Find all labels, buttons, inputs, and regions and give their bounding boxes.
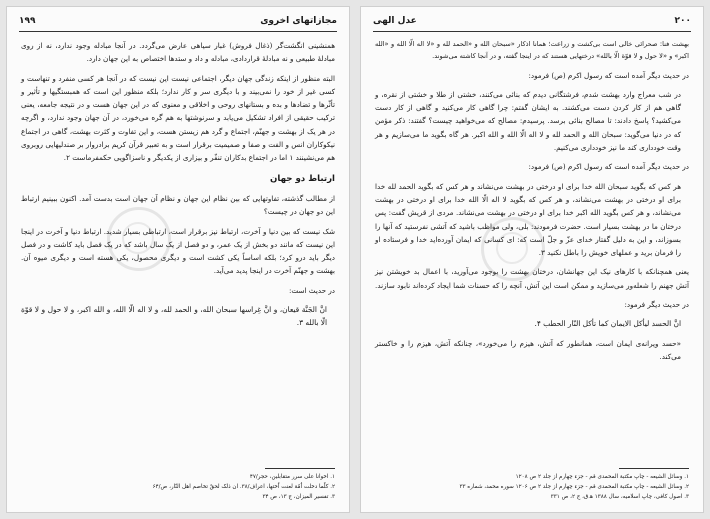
footnote: ۳. اصول کافی، چاپ اسلامیه، سال ۱۳۸۸ ه‍.ق، ج ۲، ص ۳۳۱ bbox=[550, 494, 689, 500]
paragraph: یعنی همچنانکه با کارهای نیک این جهانشان، درختان بهشت را بوجود می‌آورید، با اعمال بد خویشتن نیز آتش جهنم را شعله‌ور می‌سازید و ممکن است این آتش، آنچه را که حسنات شما ایجاد کرده‌اند نابود سازند. bbox=[375, 267, 689, 290]
footnote: ۱. وسائل الشیعه - چاپ مکتبة المحمدی قم - جزء چهارم از جلد ۲ ص ۱۲۰۸ bbox=[515, 474, 689, 480]
running-title: عدل الهی bbox=[373, 16, 417, 26]
page-number: ۲۰۰ bbox=[674, 16, 691, 26]
paragraph: همنشینی انگشت‌گر (ذغال فروش) غبار سیاهی عارض می‌گردد. در آنجا مبادله وجود ندارد، نه از روی مبادلهٔ طبیعی و نه مبادلهٔ قراردادی، مبادله و داد و ستدها اختصاص به این جهان دارد. bbox=[21, 41, 335, 64]
hadith-quote: انَّ الجَنَّة قیعان، و انَّ غِراسها سبحان الله، و الحمد لله، و لا اله الّا الله، و الله اکبر، و لا حول و لا قوّة الّا بالله ۳. bbox=[21, 305, 327, 328]
paragraph: البته منظور از اینکه زندگی جهان دیگر، اجتماعی نیست این نیست که در آنجا هر کسی منفرد و تنهاست و کسی غیر از خود را نمی‌بیند و با دیگری سر و کار ندارد؛ بلکه منظور این است که همبستگیها و تأثیر و تأثّرها و تضادها و بده و بستانهای روحی و اخلاقی و معنوی که در این جهان هست و در نتیجه جامعه، یعنی ترکیب حقیقی از افراد تشکیل می‌یابد و سرنوشتها به هم گره می‌خورد، در آن جهان وجود ندارد، و اگرچه در هر یک از بهشت و جهنّم، اجتماع و گرد هم زیستن هست، و این تفاوت و کثرت بهشت، گاهی در اجتماع نیکوکاران انس و الفت و صفا و صمیمیت برقرار است و به تعبیر قرآن کریم برادروار بر صندلیهایی روبروی هم می‌نشینند ۱ اما در اجتماع بدکاران تنفّر و بیزاری از یکدیگر و ناسزاگویی حکمفرماست ۲. bbox=[21, 73, 335, 163]
page-header bbox=[373, 15, 691, 32]
paragraph: شک نیست که بین دنیا و آخرت، ارتباط نیز برقرار است، ارتباطی بسیار شدید. ارتباط دنیا و آخرت در اینجا این نیست که مانند دو بخش از یک عمر، و دو فصل از یک سال باشد که در یک فصل باید کاشت و در فصل دیگر باید درو کرد؛ بلکه اساساً یکی کشت است و دیگری محصول، یکی هسته است و دیگری میوه آن. بهشت و جهنّم آخرت در اینجا پدید می‌آید. bbox=[21, 226, 335, 276]
paragraph: از مطالب گذشته، تفاوتهایی که بین نظام این جهان و نظام آن جهان است بدست آمد. اکنون ببینیم ارتباط این دو جهان در چیست؟ bbox=[21, 193, 335, 217]
paragraph: در شب معراج وارد بهشت شدم، فرشتگانی دیدم که بنائی می‌کنند، خشتی از طلا و خشتی از نقره، و گاهی هم از کار کردن دست می‌کشند. به ایشان گفتم: چرا گاهی کار می‌کنید و گاهی از کار دست می‌کشید؟ پاسخ دادند: تا مصالح بنائی برسد. پرسیدم: مصالح که می‌خواهید چیست؟ گفتند: ذکر مؤمن که در دنیا می‌گوید: سبحان الله و الحمد لله و لا اله الّا الله و الله اکبر. هر گاه بگوید ما می‌سازیم و هر وقت خودداری کند ما نیز خودداری می‌کنیم. bbox=[375, 89, 681, 153]
paragraph: هر کس که بگوید سبحان الله خدا برای او درختی در بهشت می‌نشاند و هر کس که بگوید الحمد لله خدا برای او درختی در بهشت می‌نشاند، و هر کس که بگوید لا اله الّا الله خدا برای او درختی در بهشت می‌نشاند، و هر کس بگوید الله اکبر خدا برای او درختی در بهشت می‌نشاند. مردی از قریش گفت: پس درختان ما در بهشت بسیار است. حضرت فرمودند: بلی، ولی مواظب باشید که آتشی نفرستید که آنها را بسوزاند، و این به دلیل گفتار خدای عزّ و جلّ است که: ای کسانی که ایمان آورده‌اید خدا و فرستاده او را فرمان برید و عملهای خویش را باطل نکنید ۳. bbox=[375, 181, 681, 258]
paragraph: در حدیث دیگر فرمود: bbox=[624, 300, 689, 310]
footnote: ۱. اخوانا علی سرر متقابلین، حجر/۴۷ bbox=[249, 474, 335, 480]
footnote-divider bbox=[265, 468, 335, 469]
footnotes bbox=[21, 468, 335, 502]
page-body bbox=[375, 39, 689, 369]
right-page bbox=[360, 6, 704, 513]
left-page bbox=[6, 6, 350, 513]
paragraph: در حدیث دیگر آمده است که رسول اکرم (ص) فرمود: bbox=[528, 70, 689, 80]
footnote-divider bbox=[619, 468, 689, 469]
running-title: مجازاتهای اخروی bbox=[260, 16, 337, 26]
hadith-translation: «حسد ویرانه‌ی ایمان است، همانطور که آتش، هیزم را می‌خورد»، چنانکه آتش، هیزم را و خاکستر می‌کند. bbox=[375, 338, 681, 361]
footnote: ۳. تفسیر المیزان، ج ۱۳، ص ۳۴ bbox=[262, 494, 335, 500]
footnotes bbox=[375, 468, 689, 502]
paragraph: در حدیث دیگر آمده است که رسول اکرم (ص) فرمود: bbox=[528, 162, 689, 172]
footnote: ۲. وسائل الشیعه - چاپ مکتبة المحمدی قم - جزء چهارم از جلد ۲ ص ۱۲۰۶ سوره محمد، شماره ۳۳ bbox=[459, 484, 689, 490]
paragraph: بهشت فنا: صحرائی خالی است بی‌کشت و زراعت؛ همانا اذکار «سبحان الله و «الحمد لله و «لا اله الّا الله و «الله اکبر» و «لا حول و لا قوّة الّا بالله» درختهایی هستند که در اینجا گفته، و در آنجا کاشته می‌شوند. bbox=[375, 40, 689, 60]
footnote: ۲. کلّما دخلت اُمّة لعنت اُختها، اعراف/۳۸. ان ذلک لحقٌ تخاصم اهل النّار، ص/۶۴ bbox=[152, 484, 335, 490]
page-header bbox=[19, 15, 337, 32]
page-body bbox=[21, 39, 335, 336]
page-number: ۱۹۹ bbox=[19, 16, 36, 26]
section-heading: ارتباط دو جهان bbox=[270, 173, 335, 184]
hadith-quote: انَّ الحسد لیأکل الایمان کما تأکل النّار الحطب ۴. bbox=[534, 319, 681, 329]
paragraph: در حدیث است: bbox=[288, 285, 335, 295]
